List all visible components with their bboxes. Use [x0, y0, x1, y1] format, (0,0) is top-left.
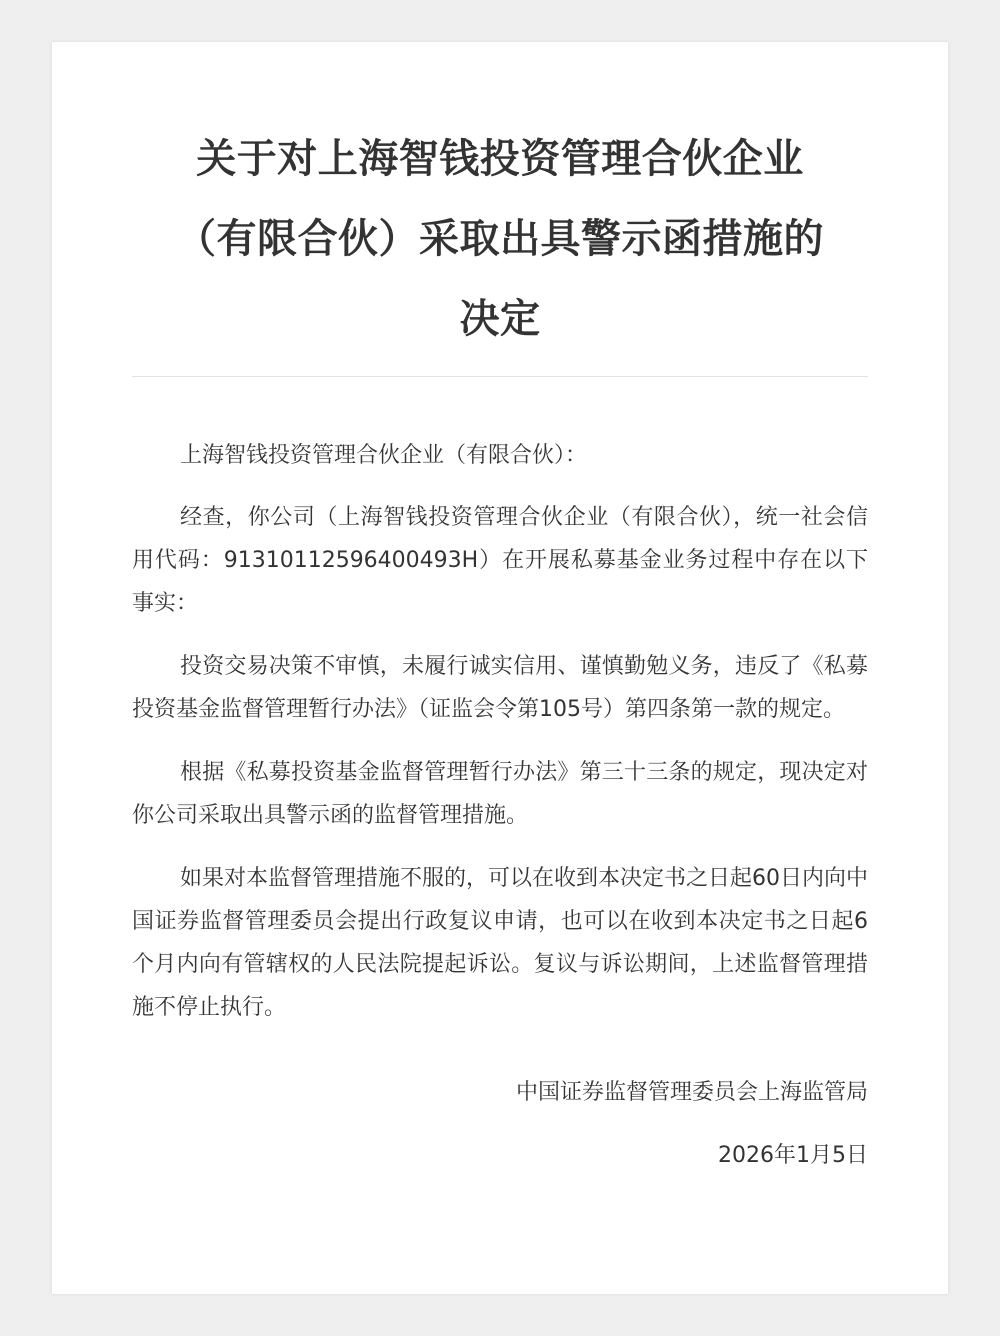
- title-line-2: （有限合伙）采取出具警示函措施的: [176, 216, 824, 262]
- title-divider: [132, 376, 868, 377]
- issue-date: 2026年1月5日: [718, 1143, 868, 1168]
- document-paper: [52, 42, 948, 1294]
- document-title: [132, 119, 868, 359]
- issuing-authority: 中国证券监督管理委员会上海监管局: [515, 1080, 868, 1105]
- salutation: 上海智钱投资管理合伙企业（有限合伙）：: [180, 443, 588, 468]
- paragraph-violation: 投资交易决策不审慎，未履行诚实信用、谨慎勤勉义务，违反了《私募投资基金监督管理暂行办法》（证监会令第105号）第四条第一款的规定。: [132, 654, 868, 722]
- paragraph-findings: 经查，你公司（上海智钱投资管理合伙企业（有限合伙），统一社会信用代码：91310112596400493H）在开展私募基金业务过程中存在以下事实：: [132, 505, 868, 616]
- document-content: [132, 42, 868, 1177]
- title-line-1: 关于对上海智钱投资管理合伙企业: [196, 136, 804, 182]
- paragraph-appeal-rights: 如果对本监督管理措施不服的，可以在收到本决定书之日起60日内向中国证券监督管理委员会提出行政复议申请，也可以在收到本决定书之日起6个月内向有管辖权的人民法院提起诉讼。复议与诉讼期间，上述监督管理措施不停止执行。: [132, 866, 868, 1020]
- paragraph-decision: 根据《私募投资基金监督管理暂行办法》第三十三条的规定，现决定对你公司采取出具警示函的监督管理措施。: [132, 760, 868, 828]
- title-line-3: 决定: [459, 296, 541, 342]
